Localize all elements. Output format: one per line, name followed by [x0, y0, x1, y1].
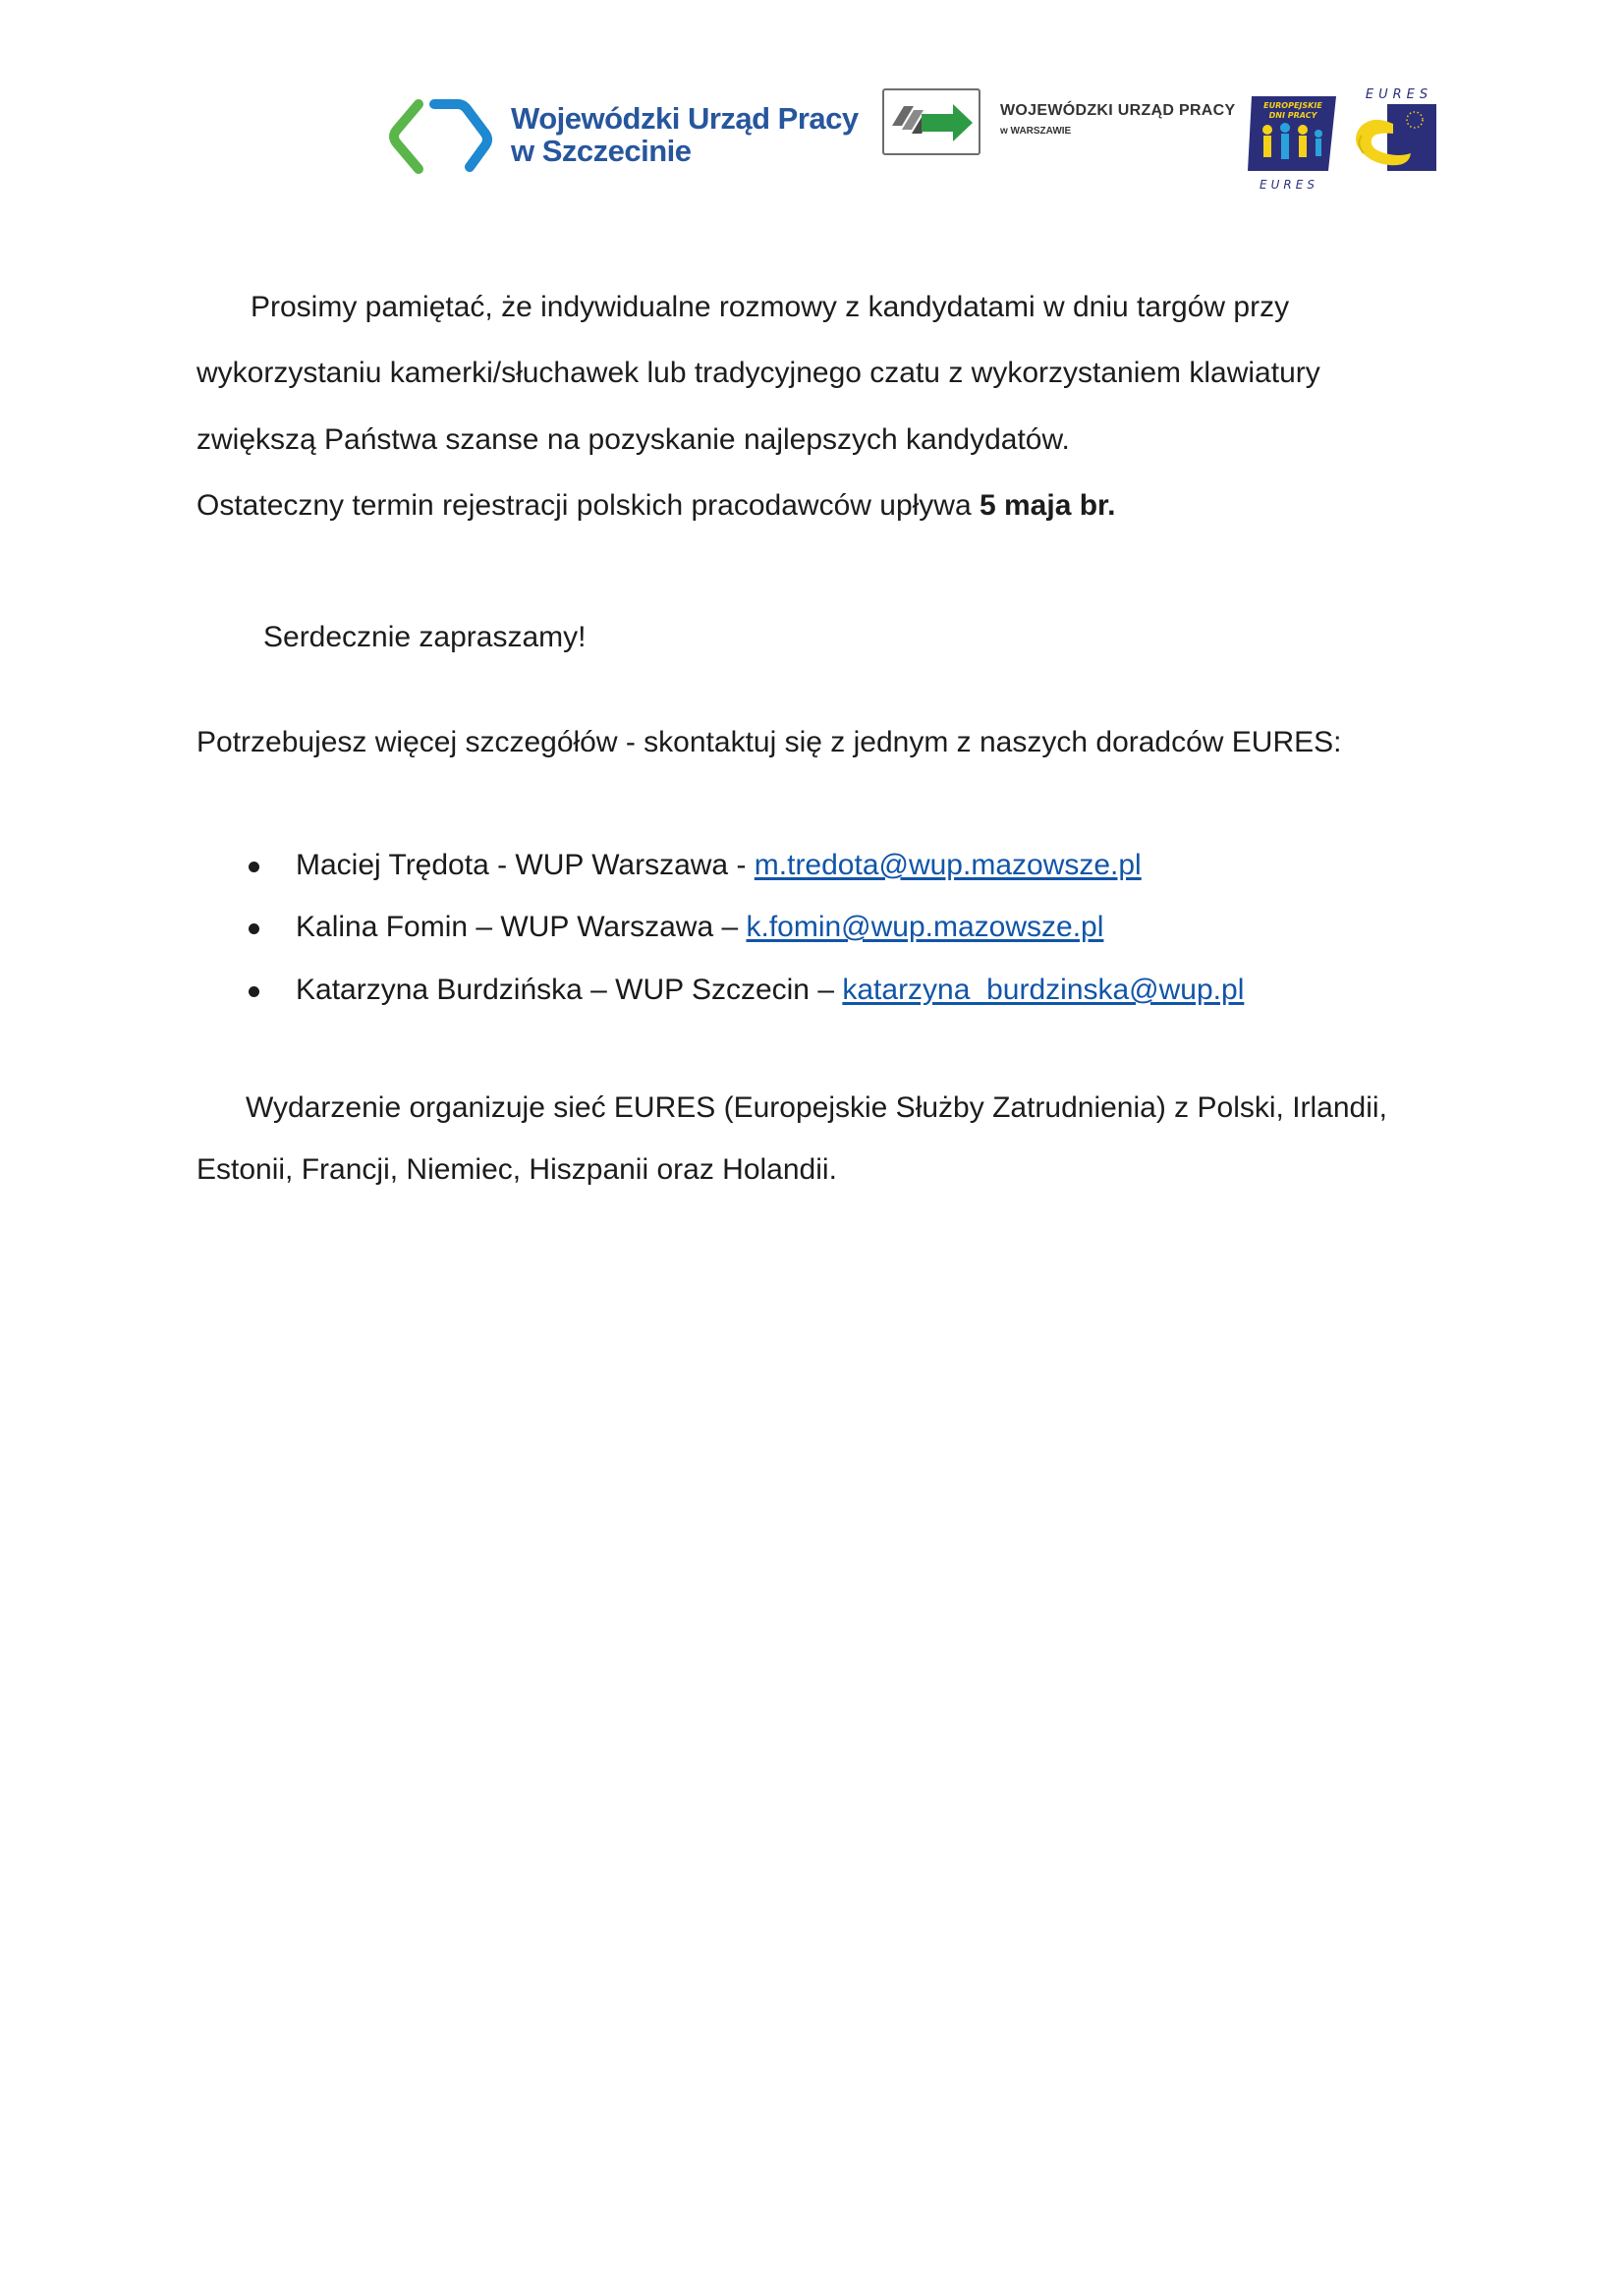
svg-text:EURES: EURES — [1260, 178, 1318, 192]
svg-text:EUROPEJSKIE: EUROPEJSKIE — [1263, 101, 1322, 110]
invitation-text: Serdecznie zapraszamy! — [263, 621, 587, 653]
contact-text — [296, 976, 1244, 1005]
paragraph-1-line-2: wykorzystaniu kamerki/słuchawek lub tradycyjnego czatu z wykorzystaniem klawiatury — [196, 357, 1320, 389]
deadline-line — [196, 491, 1115, 521]
organizer-line-2: Estonii, Francji, Niemiec, Hiszpanii oraz Holandii. — [196, 1153, 837, 1186]
deadline-text: Ostateczny termin rejestracji polskich pracodawców upływa — [196, 489, 980, 522]
svg-text:DNI PRACY: DNI PRACY — [1268, 111, 1317, 120]
contact-email-link[interactable]: k.fomin@wup.mazowsze.pl — [746, 911, 1104, 943]
bullet-icon — [249, 986, 259, 997]
deadline-date: 5 maja br. — [979, 489, 1116, 522]
contact-name: Maciej Trędota - WUP Warszawa - — [296, 849, 755, 881]
bullet-icon — [249, 862, 259, 872]
wup-warszawa-logo-name: WOJEWÓDZKI URZĄD PRACY — [1000, 102, 1236, 119]
contact-name: Kalina Fomin – WUP Warszawa – — [296, 911, 747, 943]
contact-intro: Potrzebujesz więcej szczegółów - skontaktuj się z jednym z naszych doradców EURES: — [196, 726, 1342, 758]
wup-szczecin-logo-line2: w Szczecinie — [511, 134, 692, 168]
paragraph-1-line-1: Prosimy pamiętać, że indywidualne rozmowy z kandydatami w dniu targów przy — [251, 291, 1290, 323]
organizer-line-1: Wydarzenie organizuje sieć EURES (Europejskie Służby Zatrudnienia) z Polski, Irlandii, — [246, 1091, 1387, 1124]
wup-warszawa-logo-sub: w WARSZAWIE — [1000, 126, 1072, 137]
contact-email-link[interactable]: m.tredota@wup.mazowsze.pl — [754, 849, 1142, 881]
contact-name: Katarzyna Burdzińska – WUP Szczecin – — [296, 974, 843, 1006]
wup-warszawa-logo-mark — [882, 88, 980, 155]
svg-text:EURES: EURES — [1365, 87, 1433, 102]
wup-szczecin-logo-line1: Wojewódzki Urząd Pracy — [511, 101, 859, 136]
wup-szczecin-logo-mark — [379, 94, 497, 179]
contact-text — [296, 851, 1142, 880]
bullet-icon — [249, 923, 259, 934]
contact-text — [296, 913, 1103, 942]
wup-warszawa-logo — [882, 88, 1236, 159]
paragraph-1-line-3: zwiększą Państwa szanse na pozyskanie najlepszych kandydatów. — [196, 423, 1070, 456]
wup-szczecin-logo-text — [511, 102, 859, 167]
contact-email-link[interactable]: katarzyna_burdzinska@wup.pl — [842, 974, 1245, 1006]
eures-logo — [1350, 84, 1440, 183]
europejskie-dni-pracy-logo — [1246, 94, 1340, 193]
wup-szczecin-logo — [379, 90, 859, 185]
